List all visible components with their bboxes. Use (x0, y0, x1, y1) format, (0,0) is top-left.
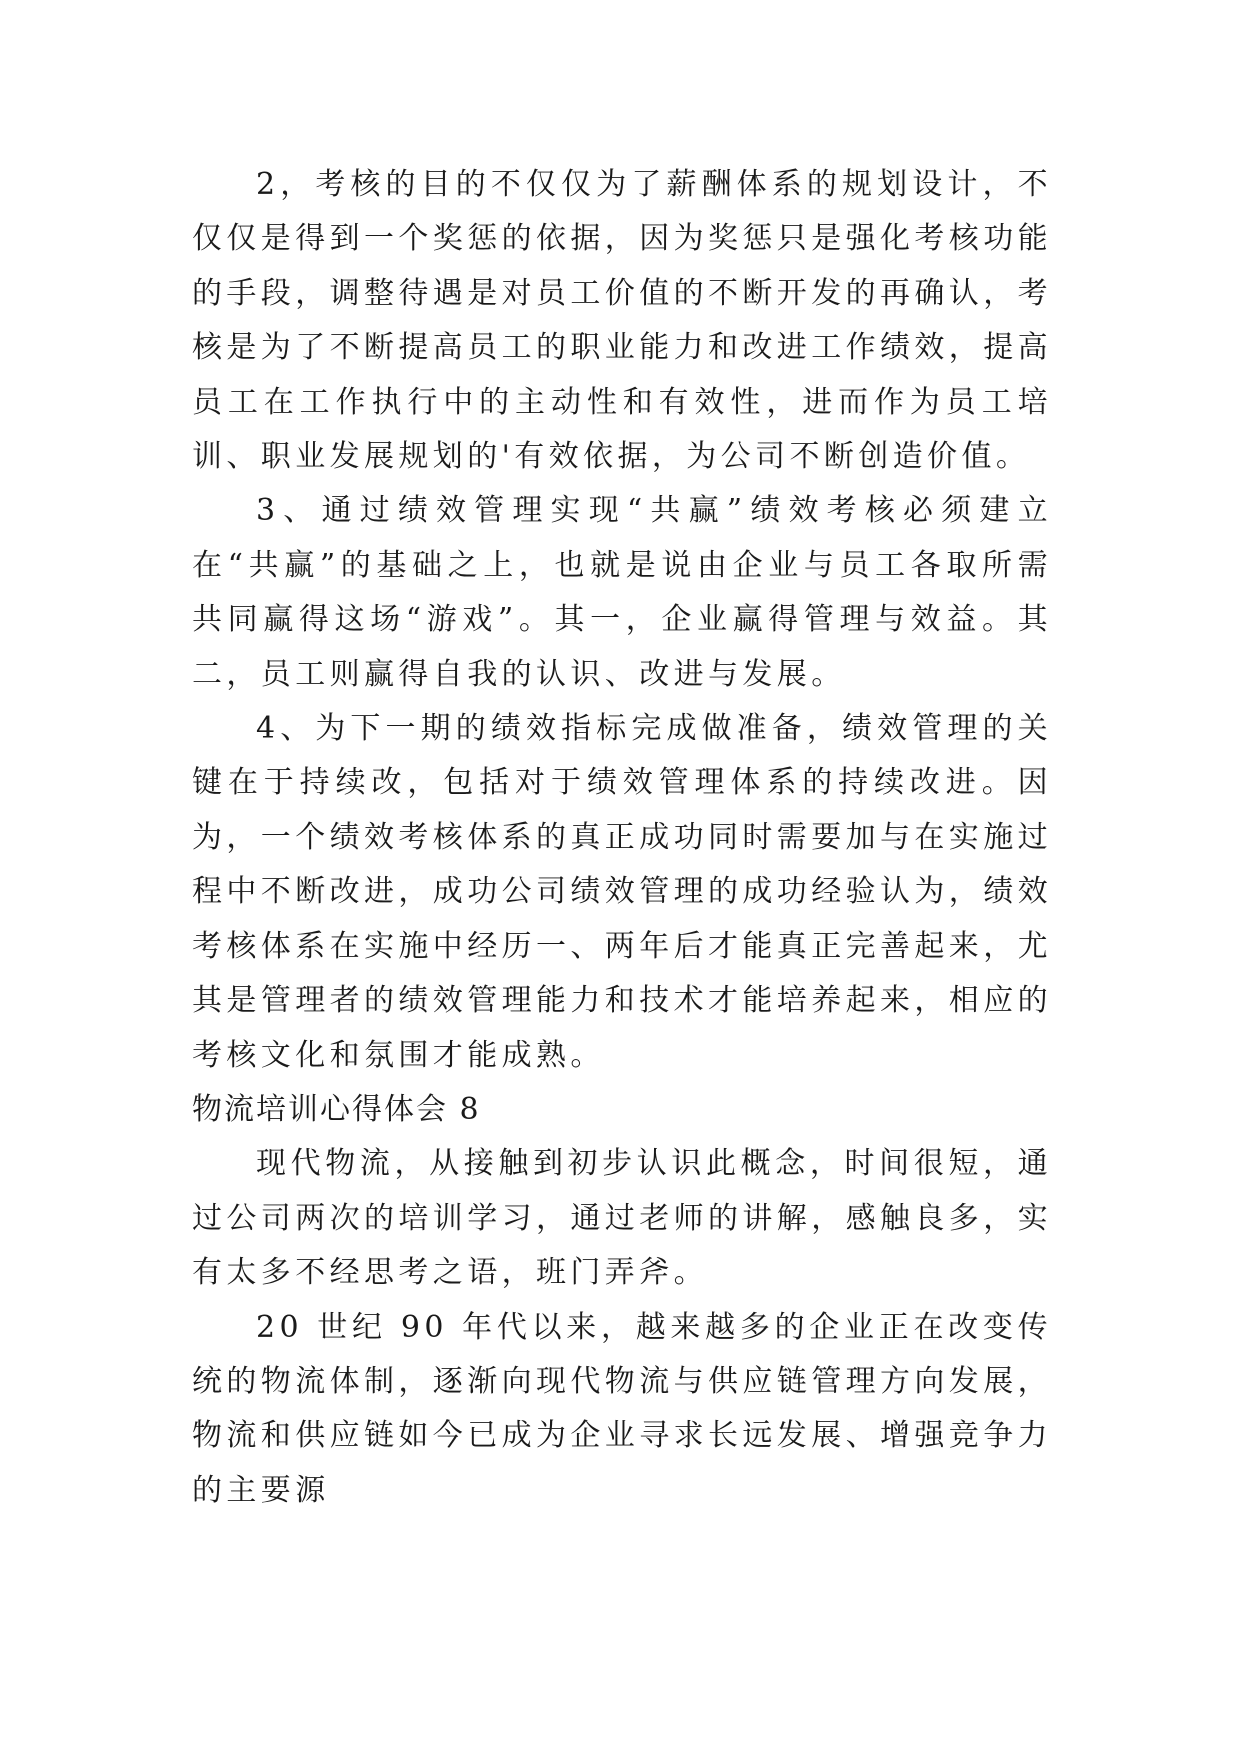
paragraph-supply-chain: 20 世纪 90 年代以来，越来越多的企业正在改变传统的物流体制，逐渐向现代物流与供应链管理方向发展，物流和供应链如今已成为企业寻求长远发展、增强竞争力的主要源 (192, 1309, 1052, 1508)
paragraph-win-win: 3、通过绩效管理实现“共赢”绩效考核必须建立在“共赢”的基础之上，也就是说由企业与员工各取所需共同赢得这场“游戏”。其一，企业赢得管理与效益。其二，员工则赢得自我的认识、改进与发展。 (192, 493, 1052, 692)
paragraph-next-period: 4、为下一期的绩效指标完成做准备，绩效管理的关键在于持续改，包括对于绩效管理体系的持续改进。因为，一个绩效考核体系的真正成功同时需要加与在实施过程中不断改进，成功公司绩效管理的成功经验认为，绩效考核体系在实施中经历一、两年后才能真正完善起来，尤其是管理者的绩效管理能力和技术才能培养起来，相应的考核文化和氛围才能成熟。 (192, 711, 1052, 1073)
document-body (192, 158, 1052, 1518)
section-title: 物流培训心得体会 8 (192, 1091, 481, 1127)
paragraph-modern-logistics: 现代物流，从接触到初步认识此概念，时间很短，通过公司两次的培训学习，通过老师的讲解，感触良多，实有太多不经思考之语，班门弄斧。 (192, 1146, 1052, 1291)
paragraph-assessment-purpose: 2，考核的目的不仅仅为了薪酬体系的规划设计，不仅仅是得到一个奖惩的依据，因为奖惩只是强化考核功能的手段，调整待遇是对员工价值的不断开发的再确认，考核是为了不断提高员工的职业能力和改进工作绩效，提高员工在工作执行中的主动性和有效性，进而作为员工培训、职业发展规划的'有效依据，为公司不断创造价值。 (192, 167, 1052, 475)
